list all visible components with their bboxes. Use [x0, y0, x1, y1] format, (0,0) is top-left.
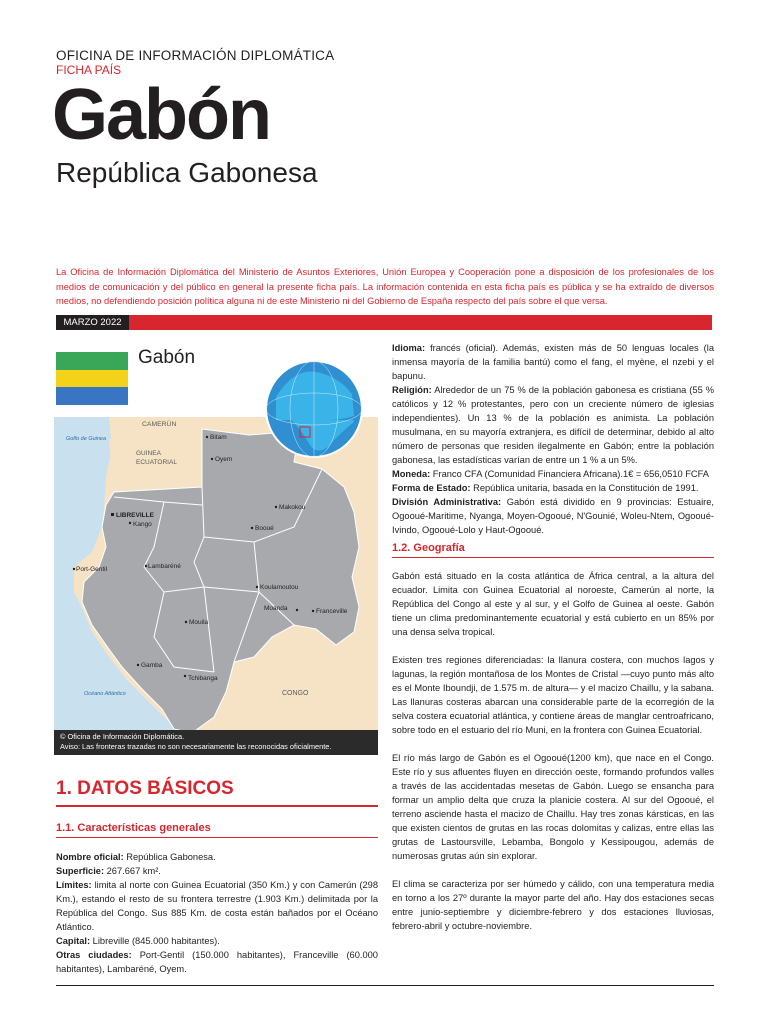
label-ocean: Océano Atlántico — [84, 691, 126, 697]
label-cameroon: CAMERÚN — [142, 421, 177, 428]
official-name: República Gabonesa — [56, 157, 318, 188]
section-rule — [56, 805, 378, 807]
date-bar — [56, 315, 712, 330]
label-ecuatorial: ECUATORIAL — [136, 459, 177, 466]
subsection-title-geografia: 1.2. Geografía — [392, 542, 465, 554]
label-guinea: GUINEA — [136, 450, 161, 457]
city-dot-booue — [251, 527, 253, 529]
item-division: División Administrativa: Gabón está dividido en 9 provincias: Estuaire, Ogooué-Maritime, Nyanga, Moyen-Ogooué, N'Gounié, Woleu-Ntem, Ogooué-Ivindo, Ogooué-Lolo y Haut-Ogooué. — [392, 497, 715, 535]
geografia-paragraph: El río más largo de Gabón es el Ogooué(1200 km), que nace en el Congo. Este río y sus afluentes fluyen en dirección oeste, formando profundos valles a través de las accidentadas mesetas de Gabón. Luego se ensancha para formar un amplio delta que cruza la planicie costera. Al sur del Ogooué, el terreno asciende hasta el macizo de Chaillu. Hay tres zonas kársticas, en las que existen cientos de grutas en las rocas dolomitas y calizas, entre ellas las grutas de Lastoursville, Lebamba, Bongolo y Kessipougou, además de numerosas grutas aún sin explorar. — [392, 753, 714, 861]
city-lambarene: Lambaréné — [148, 563, 181, 570]
datos-basicos-list — [56, 850, 378, 976]
item-otras-ciudades: Otras ciudades: Port-Gentil (150.000 habitantes), Franceville (60.000 habitantes), Lambaréné, Oyem. — [56, 950, 378, 974]
item-religion: Religión: Alrededor de un 75 % de la población gabonesa es cristiana (55 % católicos y 12 % protestantes, pero con un creciente número de iglesias independientes). Un 13 % de la población es animista. La población musulmana, en su mayoría extranjera, es difícil de determinar, debido al alto número de personas que residen ilegalmente en Gabón; entre la población gabonesa, las estadísticas varían de entre un 1 % a un 5%. — [392, 385, 714, 465]
map-title: Gabón — [138, 347, 196, 368]
label-congo: CONGO — [282, 690, 309, 697]
datos-basicos-continued — [392, 341, 714, 537]
city-dot-moanda — [296, 609, 298, 611]
city-dot-oyem — [211, 458, 213, 460]
city-dot-tchibanga — [184, 675, 186, 677]
city-dot-franceville — [312, 610, 314, 612]
city-dot-gamba — [137, 664, 139, 666]
city-dot-koulamoutou — [256, 586, 258, 588]
city-tchibanga: Tchibanga — [188, 675, 218, 682]
city-mouila: Mouila — [189, 619, 209, 626]
city-dot-makokou — [275, 506, 277, 508]
date-label: MARZO 2022 — [56, 315, 129, 330]
city-dot-kango — [129, 522, 131, 524]
flag-stripe-yellow — [56, 370, 128, 388]
item-superficie: Superficie: 267.667 km². — [56, 866, 161, 876]
city-port-gentil: Port-Gentil — [76, 566, 108, 573]
caption-disclaimer: Aviso: Las fronteras trazadas no son necesariamente las reconocidas oficialmente. — [60, 742, 332, 751]
city-makokou: Makokou — [279, 504, 306, 511]
city-moanda: Moanda — [264, 605, 288, 612]
flag-stripe-blue — [56, 387, 128, 405]
geografia-paragraph: Gabón está situado en la costa atlántica de África central, a la altura del ecuador. Limita con Guinea Ecuatorial al noroeste, Camerún al norte, la República del Congo al este y al sur, y el Golfo de Guinea al oeste. Gabón tiene un clima predominantemente ecuatorial y está cubierto en un 85% por una densa selva tropical. — [392, 571, 714, 637]
item-nombre: Nombre oficial: República Gabonesa. — [56, 852, 216, 862]
subsection-title-caracteristicas: 1.1. Características generales — [56, 822, 211, 834]
city-dot-mouila — [185, 621, 187, 623]
caption-copyright: © Oficina de Información Diplomática. — [60, 732, 185, 741]
gabon-map — [54, 417, 378, 755]
city-booue: Booué — [255, 525, 274, 532]
office-name: OFICINA DE INFORMACIÓN DIPLOMÁTICA — [56, 48, 335, 63]
footer-rule — [56, 985, 714, 986]
map-caption — [54, 730, 378, 755]
document-type: FICHA PAÍS — [56, 63, 122, 77]
city-libreville: LIBREVILLE — [116, 512, 154, 519]
city-dot-port-gentil — [73, 568, 75, 570]
globe-icon — [258, 350, 368, 420]
capital-marker — [111, 513, 114, 516]
geografia-text — [392, 569, 714, 947]
city-dot-bitam — [206, 436, 208, 438]
city-kango: Kango — [133, 521, 152, 528]
page-title: Gabón — [52, 75, 270, 155]
city-oyem: Oyem — [215, 456, 233, 463]
city-koulamoutou: Koulamoutou — [260, 584, 299, 591]
city-bitam: Bitam — [210, 434, 227, 441]
subsection-rule — [56, 837, 378, 838]
intro-paragraph: La Oficina de Información Diplomática del Ministerio de Asuntos Exteriores, Unión Europea y Cooperación pone a disposición de los profesionales de los medios de comunicación y del público en general la presente ficha país. La información contenida en esta ficha país es pública y se ha extraído de diversos medios, no defendiendo posición política alguna ni de este Ministerio ni del Gobierno de España respecto del país sobre el que versa. — [56, 267, 714, 306]
gabon-flag — [56, 352, 128, 405]
label-gulf: Golfo de Guinea — [66, 436, 107, 442]
section-title-datos-basicos: 1. DATOS BÁSICOS — [56, 778, 234, 799]
geografia-paragraph: Existen tres regiones diferenciadas: la llanura costera, con muchos lagos y lagunas, la región montañosa de los Montes de Cristal —cuyo punto más alto es el Monte Iboundji, de 1.575 m. de altura— y el macizo Chaillu, y la sabana. Las llanuras costeras abarcan una considerable parte de la ecorregión de la selva costera ecuatorial atlántica, y contiene áreas de manglar centroafricano, sobre todo en el estuario del río Muni, en la frontera con Guinea Ecuatorial. — [392, 655, 714, 735]
geografia-paragraph: El clima se caracteriza por ser húmedo y cálido, con una temperatura media en torno a los 27º durante la mayor parte del año. Hay dos estaciones secas entre junio-septiembre y diciembre-febrero y dos estaciones lluviosas, febrero-abril y octubre-noviembre. — [392, 879, 714, 931]
item-capital: Capital: Libreville (845.000 habitantes). — [56, 936, 220, 946]
item-forma-estado: Forma de Estado: República unitaria, basada en la Constitución de 1991. — [392, 483, 699, 493]
city-gamba: Gamba — [141, 662, 163, 669]
item-idioma: Idioma: francés (oficial). Además, existen más de 50 lenguas locales (la inmensa mayoría de la familia bantú) como el fang, el myène, el nzebi y el bapunu. — [392, 343, 714, 381]
item-moneda: Moneda: Franco CFA (Comunidad Financiera Africana).1€ = 656,0510 FCFA — [392, 469, 710, 479]
item-limites: Límites: limita al norte con Guinea Ecuatorial (350 Km.) y con Camerún (298 Km.), estando el resto de su frontera terrestre (1.903 Km.) delimitada por la República del Congo. Sus 885 Km. de costa están bañados por el Océano Atlántico. — [56, 880, 378, 932]
city-franceville: Franceville — [316, 608, 348, 615]
subsection-rule — [392, 557, 714, 558]
flag-stripe-green — [56, 352, 128, 370]
city-dot-lambarene — [145, 565, 147, 567]
